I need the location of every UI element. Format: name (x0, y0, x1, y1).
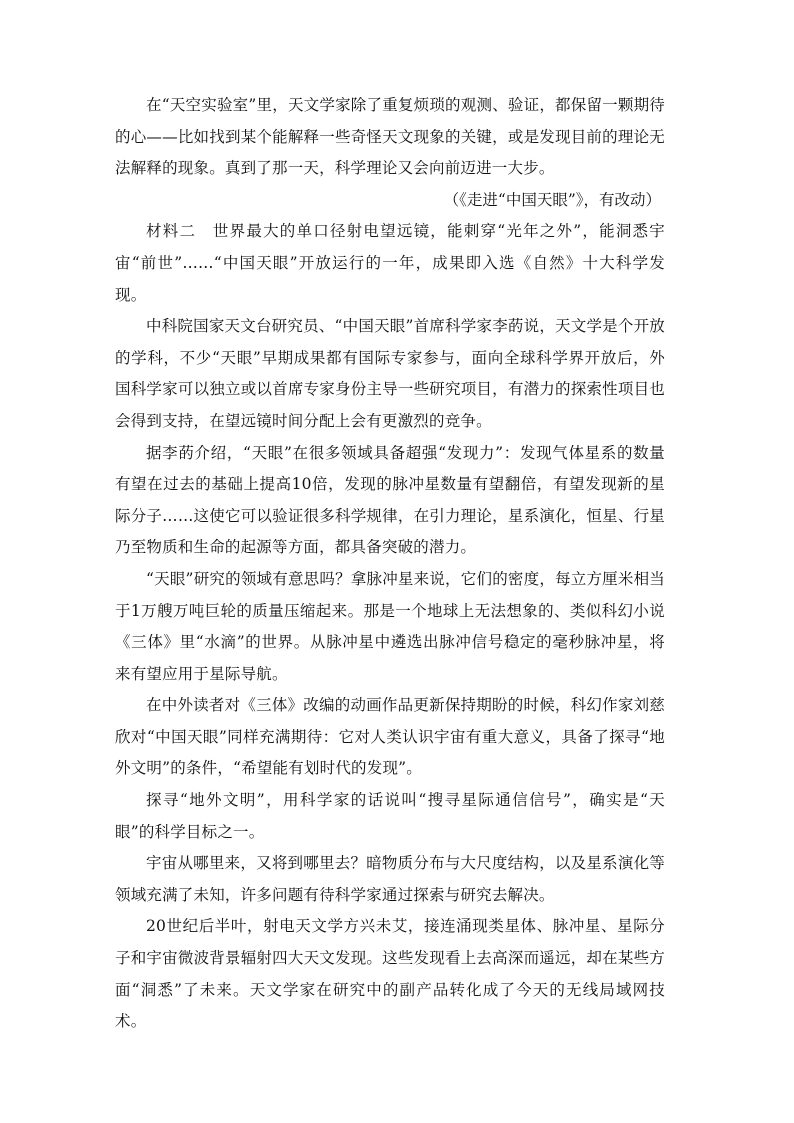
source-citation: （《走进“中国天眼”》，有改动） (443, 190, 661, 209)
paragraph-li-di-open-discipline: 中科院国家天文台研究员、“中国天眼”首席科学家李菂说，天文学是个开放的学科，不少“天眼”早期成果都有国际专家参与，面向全球科学界开放后，外国科学家可以独立或以首席专家身份主导一些研究项目，有潜力的探索性项目也会得到支持，在望远镜时间分配上会有更激烈的竞争。 (115, 317, 665, 430)
paragraph-discovery-power: 据李菂介绍，“天眼”在很多领域具备超强“发现力”：发现气体星系的数量有望在过去的基础上提高10倍，发现的脉冲星数量有望翻倍，有望发现新的星际分子……这使它可以验证很多科学规律，在引力理论，星系演化，恒星、行星乃至物质和生命的起源等方面，都具备突破的潜力。 (115, 443, 665, 557)
paragraph-radio-astronomy: 20世纪后半叶，射电天文学方兴未艾，接连涌现类星体、脉冲星、星际分子和宇宙微波背景辐射四大天文发现。这些发现看上去高深而遥远，却在某些方面“洞悉”了未来。天文学家在研究中的副产品转化成了今天的无线局域网技术。 (115, 917, 665, 1031)
paragraph-universe-origin: 宇宙从哪里来，又将到哪里去？暗物质分布与大尺度结构，以及星系演化等领域充满了未知，许多问题有待科学家通过探索与研究去解决。 (115, 854, 665, 904)
document-body (115, 90, 665, 1038)
paragraph-extraterrestrial: 探寻“地外文明”，用科学家的话说叫“搜寻星际通信信号”，确实是“天眼”的科学目标之一。 (115, 791, 665, 841)
paragraph-pulsar: “天眼”研究的领域有意思吗？拿脉冲星来说，它们的密度，每立方厘米相当于1万艘万吨巨轮的质量压缩起来。那是一个地球上无法想象的、类似科幻小说《三体》里“水滴”的世界。从脉冲星中遴选出脉冲信号稳定的毫秒脉冲星，将来有望应用于星际导航。 (115, 569, 665, 683)
paragraph-liu-cixin: 在中外读者对《三体》改编的动画作品更新保持期盼的时候，科幻作家刘慈欣对“中国天眼”同样充满期待：它对人类认识宇宙有重大意义，具备了探寻“地外文明”的条件，“希望能有划时代的发现”。 (115, 696, 665, 778)
paragraph-sky-lab: 在“天空实验室”里，天文学家除了重复烦琐的观测、验证，都保留一颗期待的心——比如找到某个能解释一些奇怪天文现象的关键，或是发现目前的理论无法解释的现象。真到了那一天，科学理论又会向前迈进一大步。 (115, 96, 665, 178)
paragraph-material-two: 材料二 世界最大的单口径射电望远镜，能刺穿“光年之外”，能洞悉宇宙“前世”……“中国天眼”开放运行的一年，成果即入选《自然》十大科学发现。 (115, 222, 665, 304)
